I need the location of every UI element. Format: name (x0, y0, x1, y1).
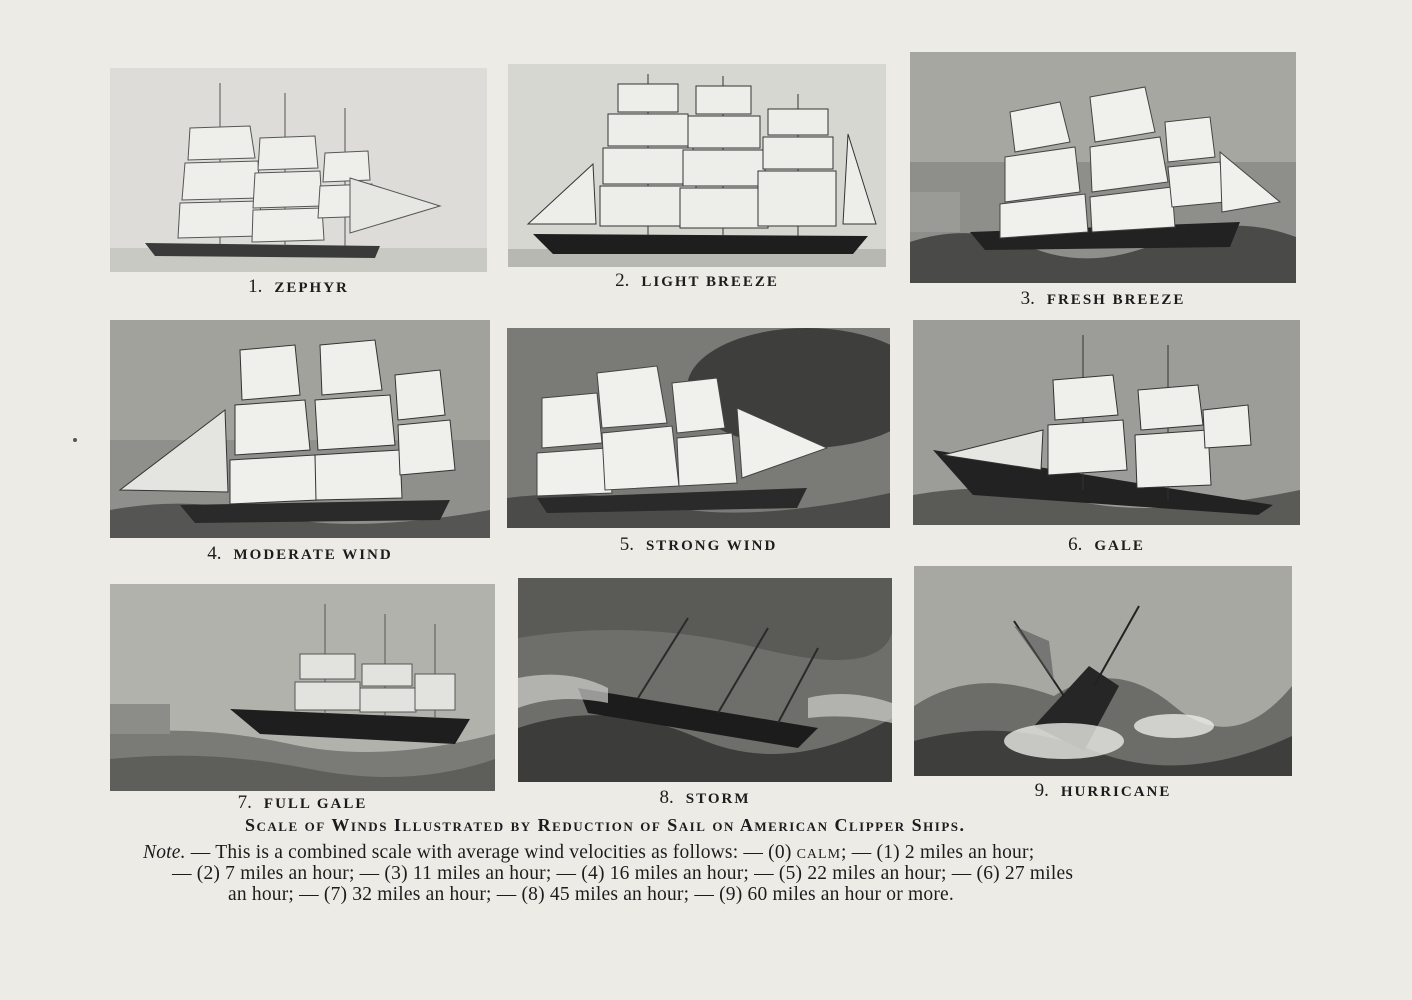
caption-1 (110, 276, 487, 298)
caption-3 (910, 288, 1296, 310)
caption-number: 1. (248, 276, 263, 297)
note-prefix: Note. (143, 842, 186, 863)
figure-title: Scale of Winds Illustrated by Reduction of Sail on American Clipper Ships. (245, 815, 966, 835)
caption-7 (110, 792, 495, 814)
caption-number: 8. (659, 787, 674, 808)
note-line-3: an hour; — (7) 32 miles an hour; — (8) 45 miles an hour; — (9) 60 miles an hour or more. (228, 884, 954, 905)
ship-illustration-2-light-breeze (508, 64, 886, 267)
caption-number: 9. (1034, 780, 1049, 801)
caption-4 (110, 543, 490, 565)
caption-number: 3. (1020, 288, 1035, 309)
caption-label: ZEPHYR (274, 280, 349, 296)
calm-label: calm (796, 842, 842, 863)
caption-6 (913, 534, 1300, 556)
caption-label: GALE (1094, 538, 1145, 554)
ship-illustration-1-zephyr (110, 68, 487, 272)
caption-number: 4. (207, 543, 222, 564)
caption-label: LIGHT BREEZE (641, 274, 779, 290)
caption-2 (508, 270, 886, 292)
caption-label: STRONG WIND (645, 538, 778, 554)
caption-label: FRESH BREEZE (1046, 292, 1186, 308)
caption-label: FULL GALE (263, 796, 368, 812)
ship-illustration-8-storm (518, 578, 892, 782)
note-line-1 (143, 842, 1034, 864)
caption-5 (507, 534, 890, 556)
note-line-2: — (2) 7 miles an hour; — (3) 11 miles an hour; — (4) 16 miles an hour; — (5) 22 miles an hour; — (6) 27 miles (172, 863, 1074, 884)
ship-illustration-9-hurricane (914, 566, 1292, 776)
ship-illustration-3-fresh-breeze (910, 52, 1296, 283)
caption-label: STORM (685, 791, 751, 807)
caption-label: HURRICANE (1060, 784, 1172, 800)
ship-illustration-7-full-gale (110, 584, 495, 791)
ship-illustration-6-gale (913, 320, 1300, 525)
caption-label: MODERATE WIND (233, 547, 393, 563)
caption-number: 5. (619, 534, 634, 555)
caption-number: 2. (615, 270, 630, 291)
caption-8 (518, 787, 892, 809)
ship-illustration-5-strong-wind (507, 328, 890, 528)
ship-illustration-4-moderate-wind (110, 320, 490, 538)
note-text: ; — (1) 2 miles an hour; (841, 842, 1035, 863)
caption-number: 6. (1068, 534, 1083, 555)
caption-number: 7. (237, 792, 252, 813)
note-text: — This is a combined scale with average wind velocities as follows: — (0) (185, 842, 797, 863)
ink-speck (73, 438, 77, 442)
caption-9 (914, 780, 1292, 802)
